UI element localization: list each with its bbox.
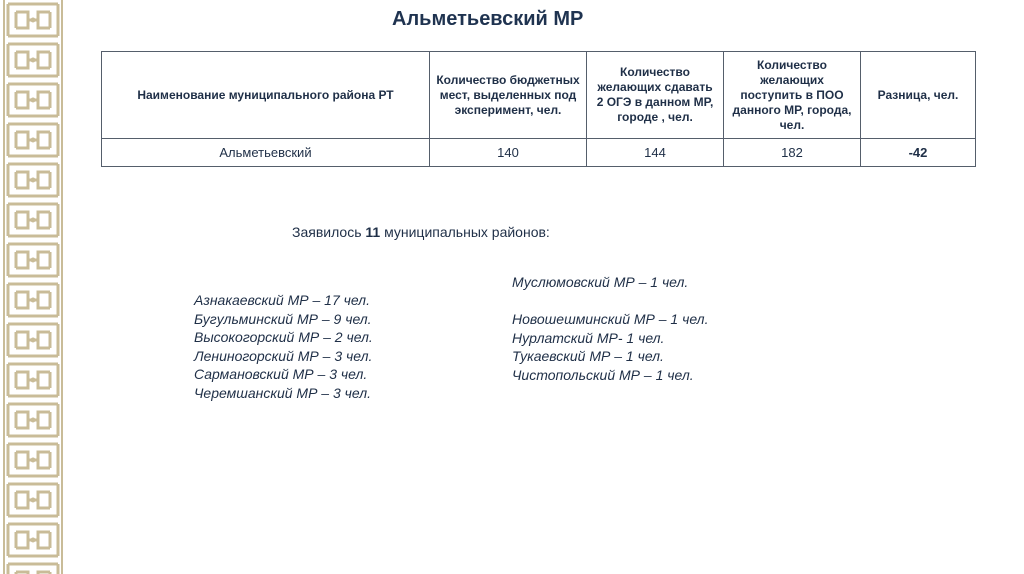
districts-right-list <box>512 273 708 384</box>
list-item: Тукаевский МР – 1 чел. <box>512 348 664 364</box>
list-item: Черемшанский МР – 3 чел. <box>194 384 372 401</box>
data-table <box>101 51 976 167</box>
list-item: Высокогорский МР – 2 чел. <box>194 329 373 345</box>
table-header-row <box>102 52 976 139</box>
summary-suffix: муниципальных районов: <box>380 224 550 240</box>
list-item: Лениногорский МР – 3 чел. <box>194 347 373 364</box>
header-want-oge: Количество желающих сдавать 2 ОГЭ в данном МР, городе , чел. <box>587 52 724 139</box>
cell-district-name: Альметьевский <box>102 139 430 167</box>
list-item: Новошешминский МР – 1 чел. <box>512 311 709 327</box>
cell-want-poo: 182 <box>724 139 861 167</box>
list-item: Муслюмовский МР – 1 чел. <box>512 274 689 290</box>
districts-left-list <box>194 291 373 402</box>
cell-budget-places: 140 <box>430 139 587 167</box>
header-district-name: Наименование муниципального района РТ <box>102 52 430 139</box>
list-item: Бугульминский МР – 9 чел. <box>194 310 372 327</box>
summary-count: 11 <box>365 224 381 240</box>
summary-text <box>292 224 550 240</box>
table-row <box>102 139 976 167</box>
cell-difference: -42 <box>861 139 976 167</box>
list-item: Азнакаевский МР – 17 чел. <box>194 292 370 308</box>
header-budget-places: Количество бюджетных мест, выделенных под эксперимент, чел. <box>430 52 587 139</box>
list-item: Сармановский МР – 3 чел. <box>194 366 368 382</box>
summary-prefix: Заявилось <box>292 224 366 240</box>
list-item: Чистопольский МР – 1 чел. <box>512 366 694 383</box>
header-difference: Разница, чел. <box>861 52 976 139</box>
header-want-poo: Количество желающих поступить в ПОО данного МР, города, чел. <box>724 52 861 139</box>
decorative-border-ornament <box>0 0 66 574</box>
slide-title: Альметьевский МР <box>392 8 584 30</box>
list-item: Нурлатский МР- 1 чел. <box>512 329 665 346</box>
cell-want-oge: 144 <box>587 139 724 167</box>
